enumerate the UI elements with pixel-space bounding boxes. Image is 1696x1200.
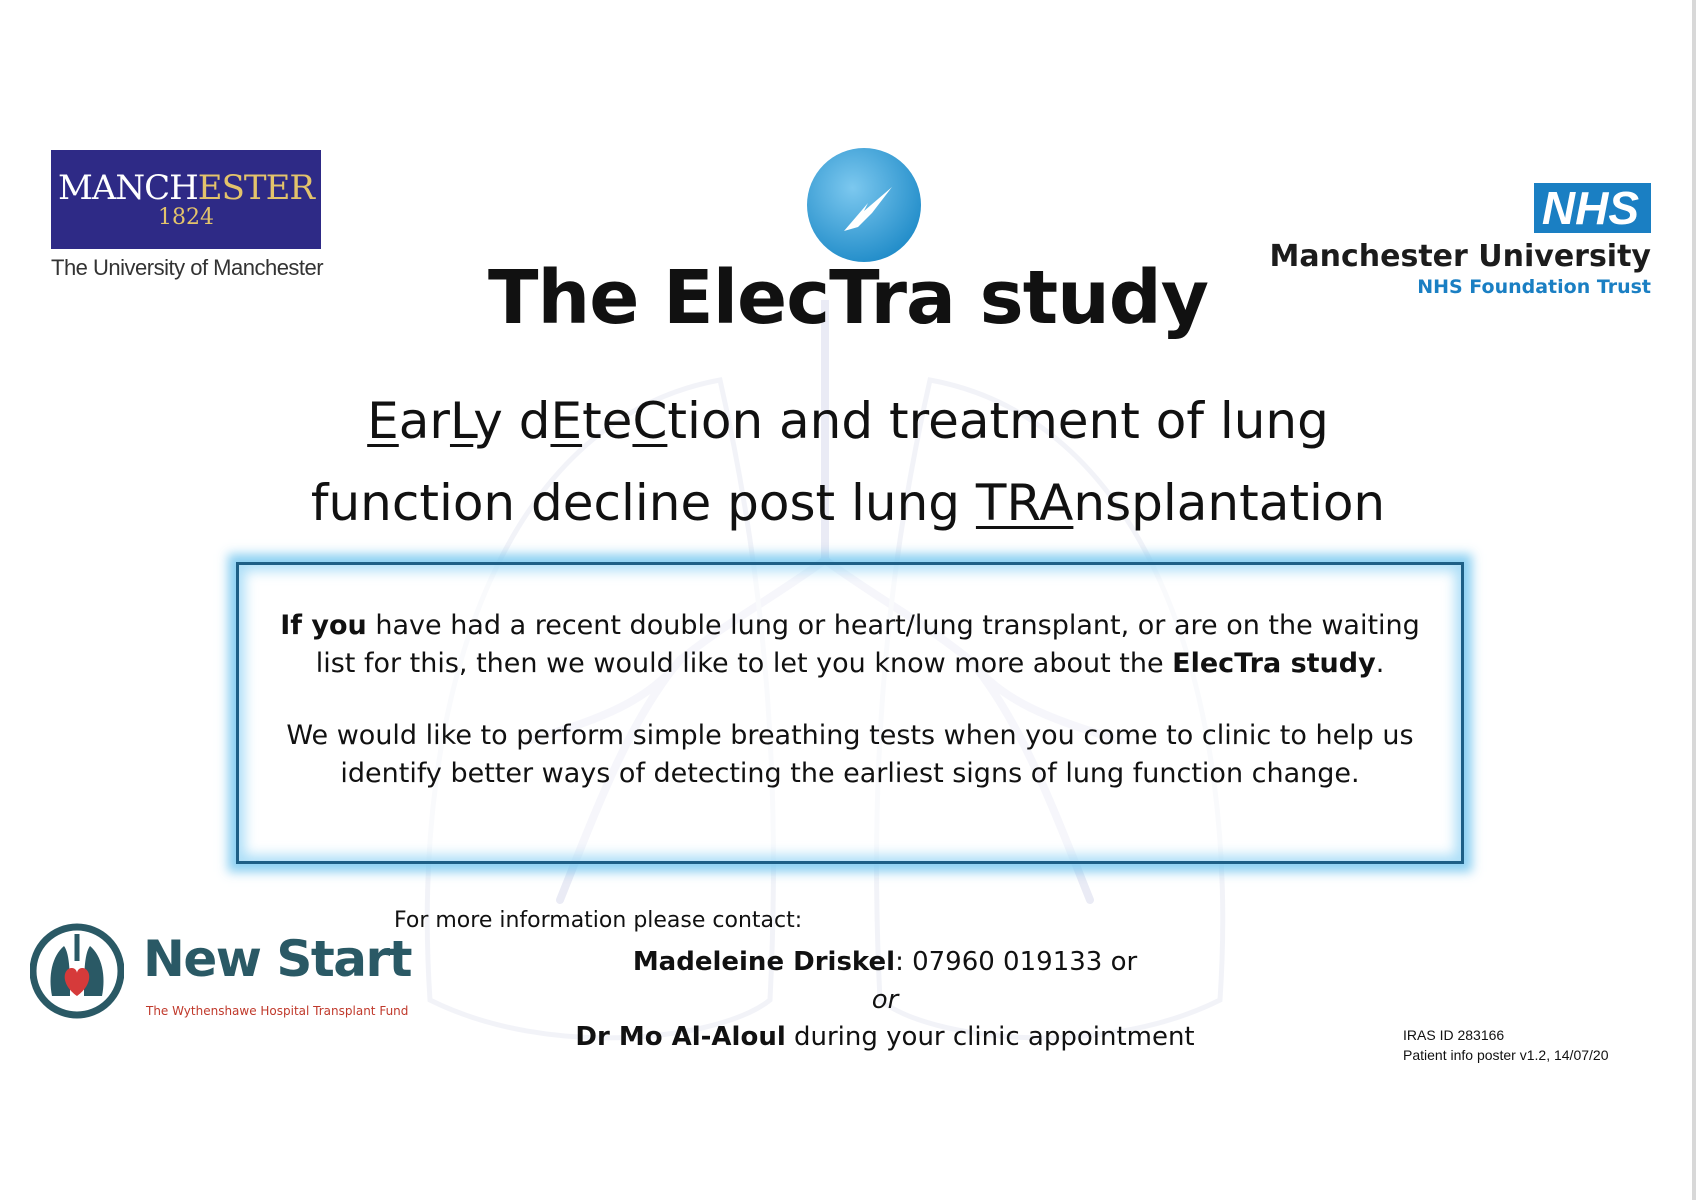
uom-name-part2: ESTER xyxy=(197,168,314,208)
info-paragraph-1-segment: ElecTra study xyxy=(1172,648,1376,679)
subtitle-line-1-segment: ar xyxy=(398,392,450,450)
info-paragraph-1-segment: If you xyxy=(280,610,367,641)
contact-person-2-name: Dr Mo Al-Aloul xyxy=(575,1022,786,1052)
subtitle-line-1-segment: C xyxy=(632,392,668,450)
poster-version: Patient info poster v1.2, 14/07/20 xyxy=(1403,1047,1609,1063)
lightning-bolt-icon xyxy=(806,147,922,263)
contact-person-1-phone: : 07960 019133 or xyxy=(895,947,1138,977)
contact-label: For more information please contact: xyxy=(394,908,803,933)
uom-logo-subtitle: The University of Manchester xyxy=(51,255,324,280)
iras-id: IRAS ID 283166 xyxy=(1403,1027,1505,1043)
contact-or: or xyxy=(871,985,899,1015)
poster-subtitle xyxy=(0,380,1696,544)
new-start-title: New Start xyxy=(143,930,412,988)
subtitle-line-2-segment: function decline post lung xyxy=(310,474,976,532)
info-box xyxy=(236,562,1464,864)
subtitle-line-1-segment: E xyxy=(550,392,583,450)
contact-person-1-name: Madeleine Driskel xyxy=(632,947,896,977)
subtitle-line-1-segment: y d xyxy=(473,392,551,450)
new-start-subtitle: The Wythenshawe Hospital Transplant Fund xyxy=(146,1004,409,1018)
info-paragraph-1-segment: . xyxy=(1375,648,1385,679)
subtitle-line-1 xyxy=(0,380,1696,462)
subtitle-line-1-segment: L xyxy=(449,392,474,450)
contact-person-1 xyxy=(0,947,1696,977)
uom-name-part1: MANCH xyxy=(57,168,198,208)
nhs-organisation: Manchester University xyxy=(1269,239,1651,274)
info-paragraph-2: We would like to perform simple breathing tests when you come to clinic to help us identify better ways of detecting the earliest signs of lung function change. xyxy=(286,720,1414,789)
uom-logo-year: 1824 xyxy=(158,205,214,230)
subtitle-line-2-segment: nsplantation xyxy=(1073,474,1386,532)
poster-title: The ElecTra study xyxy=(488,255,1208,341)
subtitle-line-2-segment: TRA xyxy=(975,474,1074,532)
nhs-trust: NHS Foundation Trust xyxy=(1417,276,1651,298)
uom-logo-name xyxy=(51,170,321,206)
subtitle-line-1-segment: E xyxy=(367,392,399,450)
subtitle-line-1-segment: te xyxy=(582,392,633,450)
scan-edge xyxy=(1692,0,1696,1200)
info-paragraph-1 xyxy=(259,607,1441,683)
subtitle-line-1-segment: tion and treatment of lung xyxy=(667,392,1329,450)
info-paragraph-1-segment: have had a recent double lung or heart/lung transplant, or are on the waiting list for this, then we would like to let you know more about the xyxy=(315,610,1420,679)
nhs-badge: NHS xyxy=(1534,183,1651,233)
uom-logo-box xyxy=(51,150,321,249)
contact-person-2-detail: during your clinic appointment xyxy=(785,1022,1195,1052)
subtitle-line-2 xyxy=(0,462,1696,544)
iras-footer xyxy=(1403,1025,1608,1065)
